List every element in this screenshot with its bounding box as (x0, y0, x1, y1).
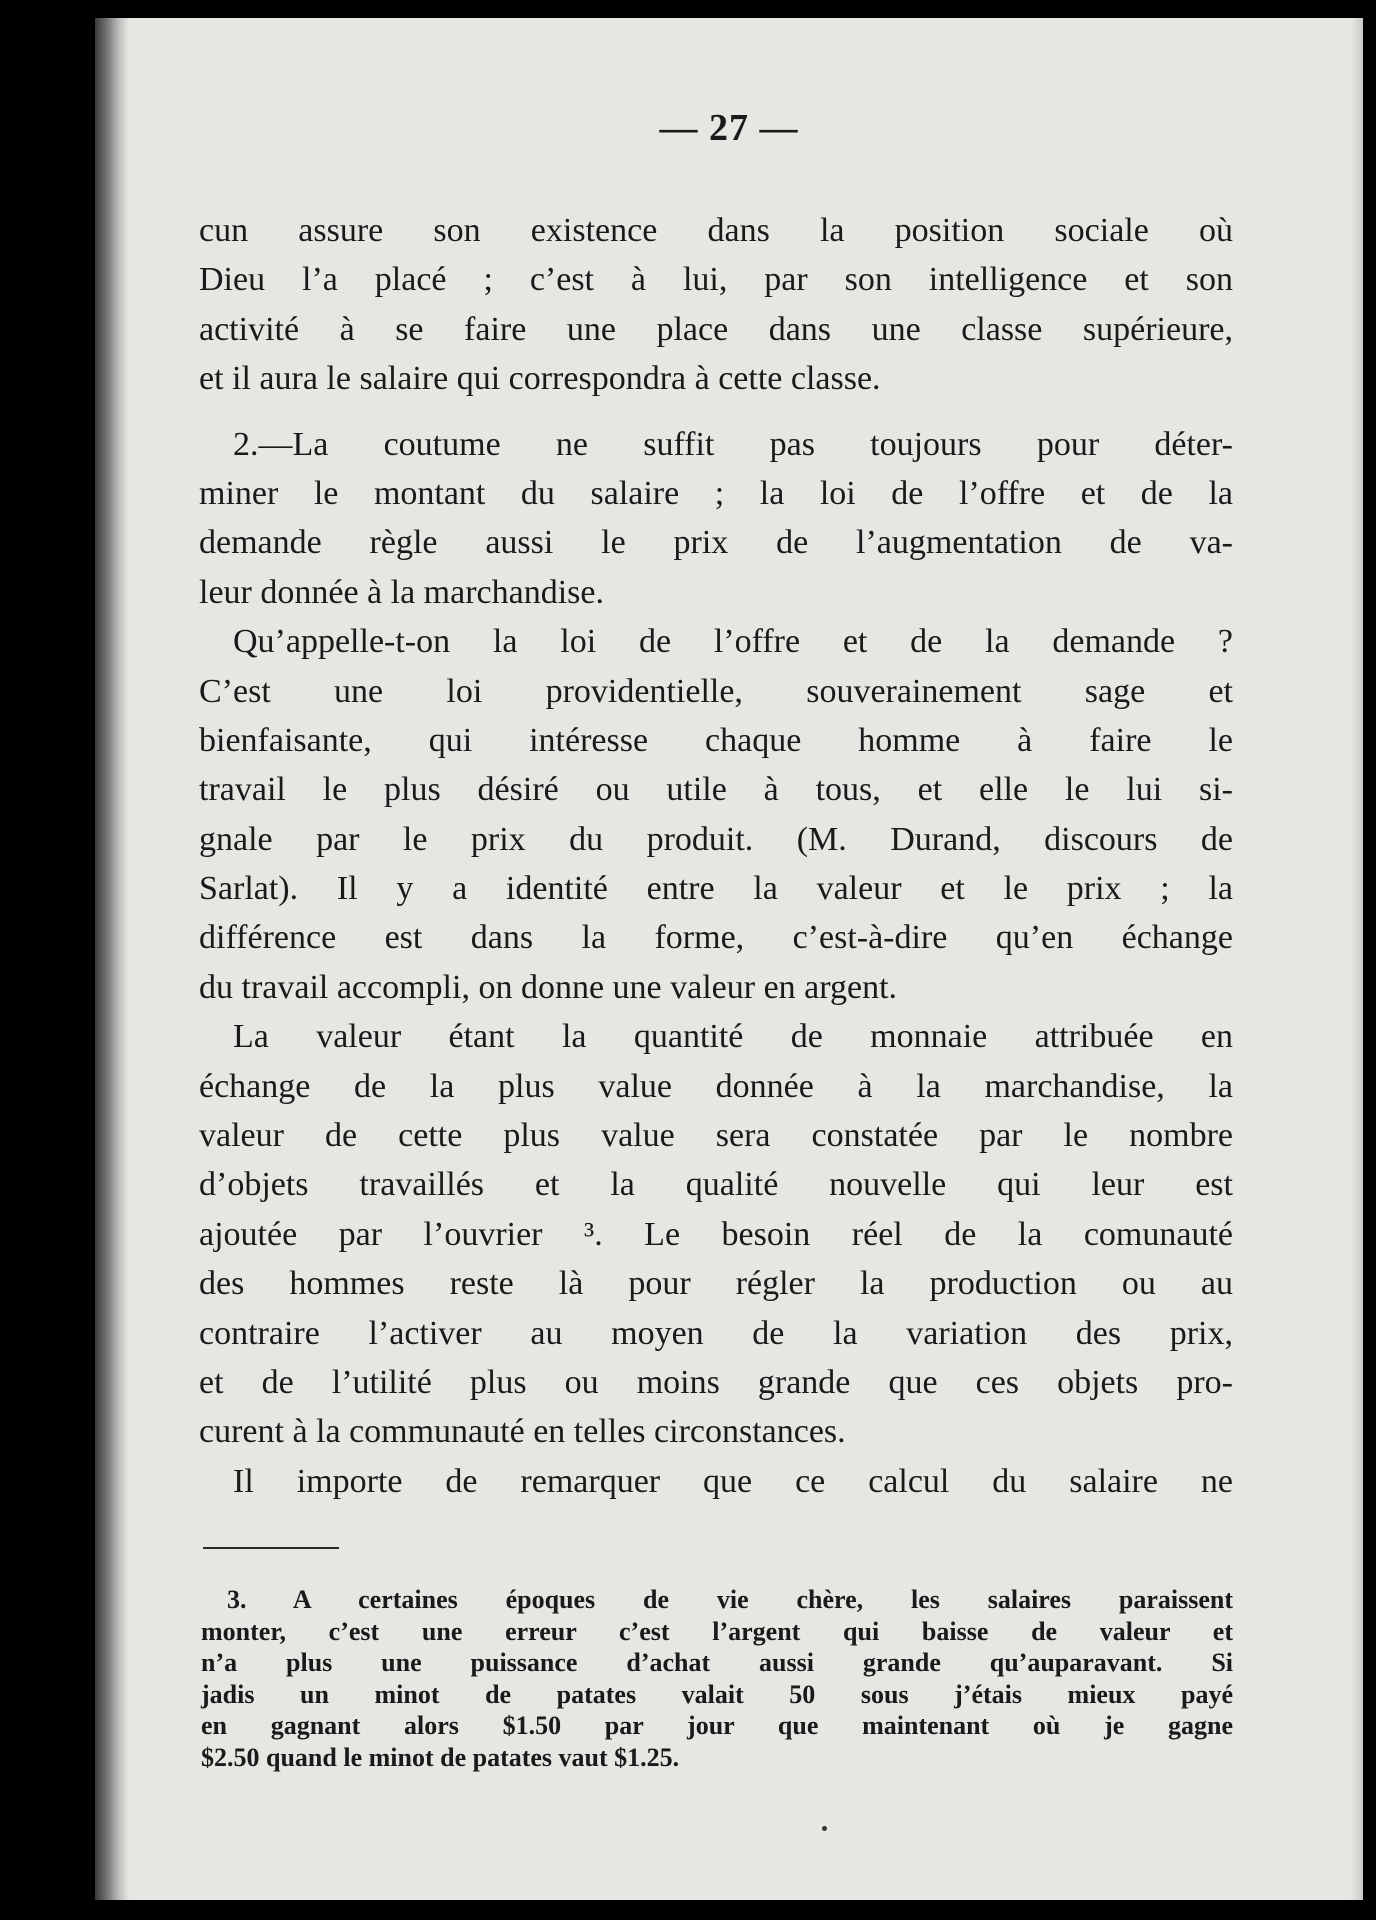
text-line: miner le montant du salaire ; la loi de l’offre et de la (199, 474, 1233, 512)
text-line: valeur de cette plus value sera constatée par le nombre (199, 1117, 1233, 1155)
text-line: Il importe de remarquer que ce calcul du salaire ne (199, 1462, 1233, 1500)
footnote-line: n’a plus une puissance d’achat aussi grande qu’auparavant. Si (201, 1648, 1233, 1677)
text-line: ajoutée par l’ouvrier ³. Le besoin réel de la comunauté (199, 1215, 1233, 1253)
text-line: curent à la communauté en telles circonstances. (199, 1413, 846, 1451)
body-text (199, 206, 1233, 1506)
text-line: Sarlat). Il y a identité entre la valeur et le prix ; la (199, 870, 1233, 908)
book-page (95, 18, 1363, 1900)
text-line: activité à se faire une place dans une classe supérieure, (199, 310, 1233, 348)
footnote-line: monter, c’est une erreur c’est l’argent qui baisse de valeur et (201, 1616, 1233, 1646)
text-line: des hommes reste là pour régler la production ou au (199, 1265, 1233, 1303)
text-line: contraire l’activer au moyen de la variation des prix, (199, 1314, 1233, 1352)
paragraph-gap (199, 404, 1233, 420)
text-line: cun assure son existence dans la position sociale où (199, 212, 1233, 249)
text-line: et il aura le salaire qui correspondra à cette classe. (199, 360, 881, 398)
text-line: et de l’utilité plus ou moins grande que ces objets pro- (199, 1363, 1233, 1401)
page-number: — 27 — (659, 107, 799, 149)
text-line: leur donnée à la marchandise. (199, 573, 604, 611)
footnote-line: 3. A certaines époques de vie chère, les salaires paraissent (201, 1585, 1233, 1614)
text-line: 2.—La coutume ne suffit pas toujours pour déter- (199, 425, 1233, 463)
footnote-separator (203, 1547, 339, 1549)
text-line: différence est dans la forme, c’est-à-dire qu’en échange (199, 919, 1233, 957)
text-line: gnale par le prix du produit. (M. Durand, discours de (199, 820, 1233, 858)
scan-speck (822, 1826, 827, 1831)
footnote (201, 1584, 1233, 1773)
page-edge (1351, 18, 1363, 1900)
binding-shadow (95, 18, 129, 1900)
text-line: C’est une loi providentielle, souverainement sage et (199, 672, 1233, 710)
text-line: Dieu l’a placé ; c’est à lui, par son intelligence et son (199, 261, 1233, 299)
text-line: Qu’appelle-t-on la loi de l’offre et de la demande ? (199, 623, 1233, 661)
text-line: demande règle aussi le prix de l’augmentation de va- (199, 524, 1233, 562)
footnote-line: en gagnant alors $1.50 par jour que maintenant où je gagne (201, 1711, 1233, 1740)
text-line: travail le plus désiré ou utile à tous, et elle le lui si- (199, 771, 1233, 809)
text-line: d’objets travaillés et la qualité nouvelle qui leur est (199, 1166, 1233, 1204)
footnote-line: $2.50 quand le minot de patates vaut $1.25. (201, 1742, 680, 1772)
text-line: bienfaisante, qui intéresse chaque homme à faire le (199, 721, 1233, 759)
text-line: du travail accompli, on donne une valeur en argent. (199, 968, 898, 1006)
footnote-line: jadis un minot de patates valait 50 sous j’étais mieux payé (201, 1679, 1233, 1709)
text-line: La valeur étant la quantité de monnaie attribuée en (199, 1018, 1233, 1056)
text-line: échange de la plus value donnée à la marchandise, la (199, 1067, 1233, 1105)
